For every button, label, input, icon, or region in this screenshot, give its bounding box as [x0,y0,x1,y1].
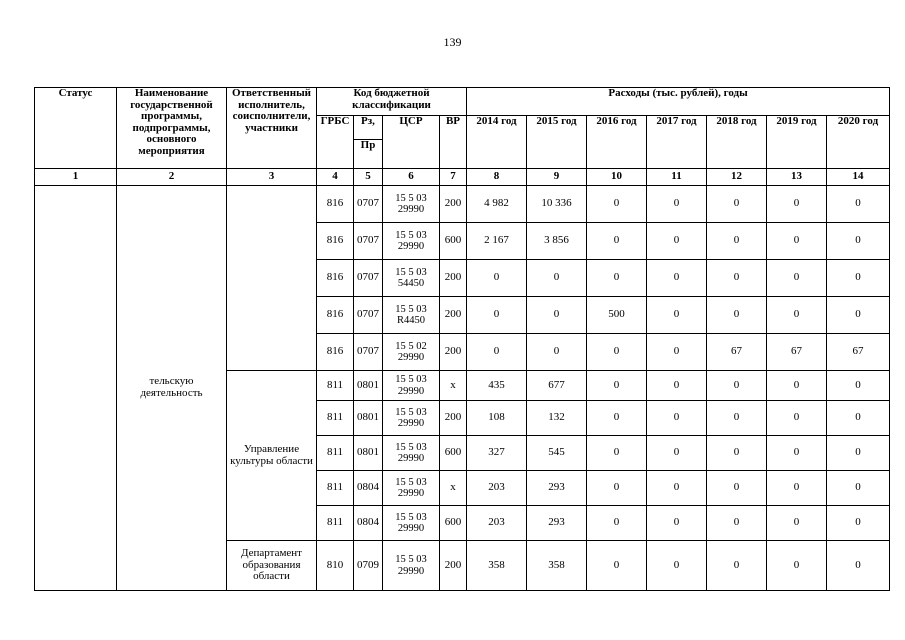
cell-v2020: 0 [827,541,890,591]
cell-v2016: 0 [587,260,647,297]
cell-v2019: 0 [767,541,827,591]
cell-csr: 15 5 03 54450 [383,260,440,297]
cell-v2018: 67 [707,334,767,371]
cell-v2017: 0 [647,371,707,401]
cell-v2015: 0 [527,260,587,297]
cell-vr: 200 [440,260,467,297]
column-number: 3 [227,169,317,186]
cell-v2020: 0 [827,371,890,401]
cell-v2015: 132 [527,401,587,436]
column-number: 10 [587,169,647,186]
cell-rzpr: 0801 [354,401,383,436]
cell-v2014: 358 [467,541,527,591]
cell-vr: х [440,371,467,401]
page-number: 139 [443,35,462,49]
cell-v2017: 0 [647,401,707,436]
cell-v2020: 0 [827,223,890,260]
cell-v2020: 0 [827,506,890,541]
executor-cell: Управление культуры области [227,371,317,541]
cell-v2015: 358 [527,541,587,591]
cell-v2016: 0 [587,371,647,401]
cell-v2019: 0 [767,436,827,471]
cell-v2016: 0 [587,334,647,371]
cell-v2014: 0 [467,334,527,371]
cell-rzpr: 0801 [354,371,383,401]
cell-v2016: 0 [587,223,647,260]
cell-v2017: 0 [647,471,707,506]
cell-rzpr: 0804 [354,506,383,541]
column-number: 8 [467,169,527,186]
cell-rzpr: 0804 [354,471,383,506]
cell-rzpr: 0707 [354,334,383,371]
cell-grbs: 816 [317,260,354,297]
header-year: 2020 год [827,116,890,169]
cell-v2017: 0 [647,297,707,334]
cell-v2017: 0 [647,186,707,223]
cell-grbs: 811 [317,371,354,401]
cell-vr: 200 [440,186,467,223]
cell-v2020: 0 [827,471,890,506]
cell-vr: 600 [440,436,467,471]
cell-vr: х [440,471,467,506]
cell-vr: 200 [440,541,467,591]
header-csr: ЦСР [383,116,440,169]
cell-v2018: 0 [707,371,767,401]
cell-v2018: 0 [707,186,767,223]
cell-v2018: 0 [707,401,767,436]
cell-v2016: 500 [587,297,647,334]
cell-v2020: 67 [827,334,890,371]
cell-v2017: 0 [647,260,707,297]
cell-rzpr: 0801 [354,436,383,471]
cell-csr: 15 5 03 29990 [383,541,440,591]
header-year: 2015 год [527,116,587,169]
cell-csr: 15 5 03 29990 [383,436,440,471]
header-year: 2014 год [467,116,527,169]
cell-v2018: 0 [707,297,767,334]
cell-v2018: 0 [707,223,767,260]
cell-vr: 200 [440,334,467,371]
cell-v2019: 0 [767,471,827,506]
header-pr: Пр [354,140,383,169]
cell-v2014: 203 [467,471,527,506]
cell-grbs: 810 [317,541,354,591]
cell-v2019: 0 [767,223,827,260]
cell-v2020: 0 [827,186,890,223]
cell-v2015: 0 [527,334,587,371]
cell-vr: 600 [440,223,467,260]
cell-v2015: 545 [527,436,587,471]
cell-v2018: 0 [707,260,767,297]
cell-v2014: 327 [467,436,527,471]
cell-v2017: 0 [647,506,707,541]
cell-csr: 15 5 03 29990 [383,371,440,401]
column-number: 5 [354,169,383,186]
cell-grbs: 811 [317,506,354,541]
cell-grbs: 816 [317,297,354,334]
cell-v2014: 0 [467,260,527,297]
cell-v2014: 435 [467,371,527,401]
header-expenses: Расходы (тыс. рублей), годы [467,88,890,116]
column-number: 1 [35,169,117,186]
cell-v2020: 0 [827,401,890,436]
cell-v2019: 0 [767,186,827,223]
header-executor: Ответственный исполнитель, соисполнители, участники [227,88,317,169]
cell-v2017: 0 [647,334,707,371]
cell-v2018: 0 [707,541,767,591]
cell-v2015: 293 [527,506,587,541]
header-grbs: ГРБС [317,116,354,169]
cell-rzpr: 0707 [354,260,383,297]
column-number: 13 [767,169,827,186]
cell-grbs: 816 [317,223,354,260]
column-number: 4 [317,169,354,186]
cell-v2015: 0 [527,297,587,334]
column-number: 12 [707,169,767,186]
cell-rzpr: 0707 [354,186,383,223]
cell-grbs: 811 [317,471,354,506]
executor-cell: Департамент образования области [227,541,317,591]
cell-v2020: 0 [827,297,890,334]
cell-v2016: 0 [587,436,647,471]
cell-csr: 15 5 03 29990 [383,471,440,506]
cell-v2019: 0 [767,506,827,541]
cell-csr: 15 5 03 29990 [383,401,440,436]
column-number: 2 [117,169,227,186]
column-number: 7 [440,169,467,186]
cell-v2017: 0 [647,436,707,471]
cell-v2016: 0 [587,506,647,541]
cell-csr: 15 5 03 29990 [383,223,440,260]
cell-v2020: 0 [827,260,890,297]
cell-csr: 15 5 03 29990 [383,506,440,541]
cell-v2019: 0 [767,297,827,334]
budget-table [34,87,890,591]
cell-v2015: 10 336 [527,186,587,223]
cell-rzpr: 0709 [354,541,383,591]
header-year: 2017 год [647,116,707,169]
cell-v2016: 0 [587,541,647,591]
header-year: 2018 год [707,116,767,169]
cell-grbs: 816 [317,186,354,223]
cell-v2017: 0 [647,223,707,260]
header-year: 2019 год [767,116,827,169]
cell-v2015: 677 [527,371,587,401]
cell-rzpr: 0707 [354,297,383,334]
cell-v2014: 2 167 [467,223,527,260]
column-number: 9 [527,169,587,186]
cell-v2019: 0 [767,260,827,297]
cell-v2019: 0 [767,371,827,401]
program-name-cell: тельскую деятельность [117,186,227,591]
cell-v2014: 4 982 [467,186,527,223]
cell-v2015: 3 856 [527,223,587,260]
cell-v2016: 0 [587,186,647,223]
column-number: 6 [383,169,440,186]
header-budget-code: Код бюджетной классификации [317,88,467,116]
column-number: 14 [827,169,890,186]
cell-v2017: 0 [647,541,707,591]
cell-csr: 15 5 03 29990 [383,186,440,223]
header-year: 2016 год [587,116,647,169]
cell-v2019: 67 [767,334,827,371]
cell-v2019: 0 [767,401,827,436]
cell-grbs: 816 [317,334,354,371]
cell-v2018: 0 [707,471,767,506]
cell-csr: 15 5 02 29990 [383,334,440,371]
column-number: 11 [647,169,707,186]
header-vr: ВР [440,116,467,169]
executor-cell [227,186,317,371]
cell-rzpr: 0707 [354,223,383,260]
cell-v2020: 0 [827,436,890,471]
table-row [35,186,890,223]
cell-v2015: 293 [527,471,587,506]
cell-v2016: 0 [587,471,647,506]
header-status: Статус [35,88,117,169]
cell-v2014: 108 [467,401,527,436]
cell-v2018: 0 [707,506,767,541]
cell-v2014: 203 [467,506,527,541]
cell-csr: 15 5 03 R4450 [383,297,440,334]
cell-vr: 200 [440,297,467,334]
cell-grbs: 811 [317,436,354,471]
cell-v2014: 0 [467,297,527,334]
header-rz: Рз, [354,116,383,140]
cell-grbs: 811 [317,401,354,436]
cell-v2018: 0 [707,436,767,471]
cell-vr: 600 [440,506,467,541]
cell-v2016: 0 [587,401,647,436]
status-cell [35,186,117,591]
cell-vr: 200 [440,401,467,436]
header-name: Наименование государственной программы, подпрограммы, основного мероприятия [117,88,227,169]
